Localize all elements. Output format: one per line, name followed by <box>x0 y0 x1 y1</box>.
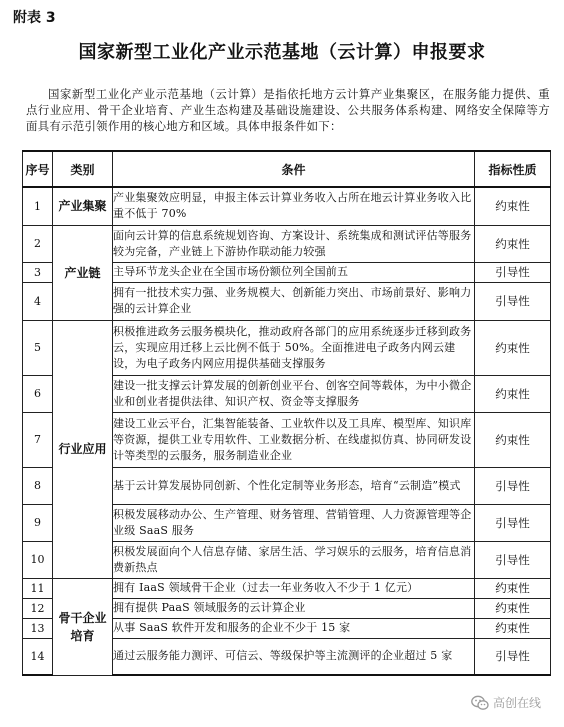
row-no: 11 <box>23 578 53 598</box>
row-nature: 约束性 <box>475 412 551 467</box>
wechat-icon <box>471 695 489 711</box>
row-condition: 建设工业云平台，汇集智能装备、工业软件以及工具库、模型库、知识库等资源，提供工业专用软件、工业数据分析、在线虚拟仿真、协同研发设计等类型的云服务，服务制造业企业 <box>113 412 475 467</box>
row-condition: 拥有提供 PaaS 领域服务的云计算企业 <box>113 598 475 618</box>
row-condition: 积极发展移动办公、生产管理、财务管理、营销管理、人力资源管理等企业级 SaaS 服务 <box>113 504 475 541</box>
watermark <box>468 693 544 712</box>
row-no: 6 <box>23 375 53 412</box>
row-category: 骨干企业培育 <box>53 578 113 675</box>
row-nature: 约束性 <box>475 375 551 412</box>
row-category: 行业应用 <box>53 320 113 578</box>
row-nature: 约束性 <box>475 578 551 598</box>
table-row <box>23 187 551 225</box>
row-nature: 约束性 <box>475 598 551 618</box>
row-no: 3 <box>23 262 53 282</box>
row-nature: 约束性 <box>475 320 551 375</box>
row-no: 13 <box>23 618 53 638</box>
row-nature: 引导性 <box>475 262 551 282</box>
row-no: 7 <box>23 412 53 467</box>
row-category: 产业链 <box>53 225 113 320</box>
row-no: 4 <box>23 282 53 320</box>
row-nature: 引导性 <box>475 282 551 320</box>
row-no: 8 <box>23 467 53 504</box>
row-condition: 建设一批支撑云计算发展的创新创业平台、创客空间等载体，为中小微企业和创业者提供法律、知识产权、资金等支撑服务 <box>113 375 475 412</box>
page-title: 国家新型工业化产业示范基地（云计算）申报要求 <box>78 42 486 63</box>
row-nature: 约束性 <box>475 187 551 225</box>
row-no: 2 <box>23 225 53 262</box>
row-no: 10 <box>23 541 53 578</box>
row-condition: 拥有 IaaS 领域骨干企业（过去一年业务收入不少于 1 亿元） <box>113 578 475 598</box>
row-condition: 基于云计算发展协同创新、个性化定制等业务形态，培育“云制造”模式 <box>113 467 475 504</box>
watermark-text: 高创在线 <box>493 696 542 710</box>
header-condition: 条件 <box>113 151 475 187</box>
row-nature: 引导性 <box>475 467 551 504</box>
row-category: 产业集聚 <box>53 187 113 225</box>
row-condition: 拥有一批技术实力强、业务规模大、创新能力突出、市场前景好、影响力强的云计算企业 <box>113 282 475 320</box>
row-condition: 从事 SaaS 软件开发和服务的企业不少于 15 家 <box>113 618 475 638</box>
row-condition: 积极推进政务云服务模块化，推动政府各部门的应用系统逐步迁移到政务云，实现应用迁移上云比例不低于 50%。全面推进电子政务内网云建设，为电子政务内网应用提供基础支撑服务 <box>113 320 475 375</box>
row-nature: 引导性 <box>475 638 551 675</box>
row-no: 1 <box>23 187 53 225</box>
requirements-table <box>22 150 551 676</box>
row-no: 14 <box>23 638 53 675</box>
row-no: 9 <box>23 504 53 541</box>
table-row <box>23 578 551 598</box>
header-no: 序号 <box>23 151 53 187</box>
header-nature: 指标性质 <box>475 151 551 187</box>
row-nature: 引导性 <box>475 504 551 541</box>
row-condition: 通过云服务能力测评、可信云、等级保护等主流测评的企业超过 5 家 <box>113 638 475 675</box>
row-condition: 产业集聚效应明显，申报主体云计算业务收入占所在地云计算业务收入比重不低于 70% <box>113 187 475 225</box>
appendix-label: 附表 3 <box>13 10 56 26</box>
table-row <box>23 225 551 262</box>
row-no: 5 <box>23 320 53 375</box>
row-nature: 约束性 <box>475 225 551 262</box>
row-nature: 引导性 <box>475 541 551 578</box>
row-condition: 积极发展面向个人信息存储、家居生活、学习娱乐的云服务，培育信息消费新热点 <box>113 541 475 578</box>
row-nature: 约束性 <box>475 618 551 638</box>
header-category: 类别 <box>53 151 113 187</box>
row-condition: 主导环节龙头企业在全国市场份额位列全国前五 <box>113 262 475 282</box>
intro-paragraph: 国家新型工业化产业示范基地（云计算）是指依托地方云计算产业集聚区，在服务能力提供、重点行业应用、骨干企业培育、产业生态构建及基础设施建设、公共服务体系构建、网络安全保障等方面具有示范引领作用的核心地方和区域。具体申报条件如下： <box>26 87 550 133</box>
table-header-row <box>23 151 551 187</box>
row-no: 12 <box>23 598 53 618</box>
table-row <box>23 320 551 375</box>
row-condition: 面向云计算的信息系统规划咨询、方案设计、系统集成和测试评估等服务较为完备，产业链上下游协作联动能力较强 <box>113 225 475 262</box>
